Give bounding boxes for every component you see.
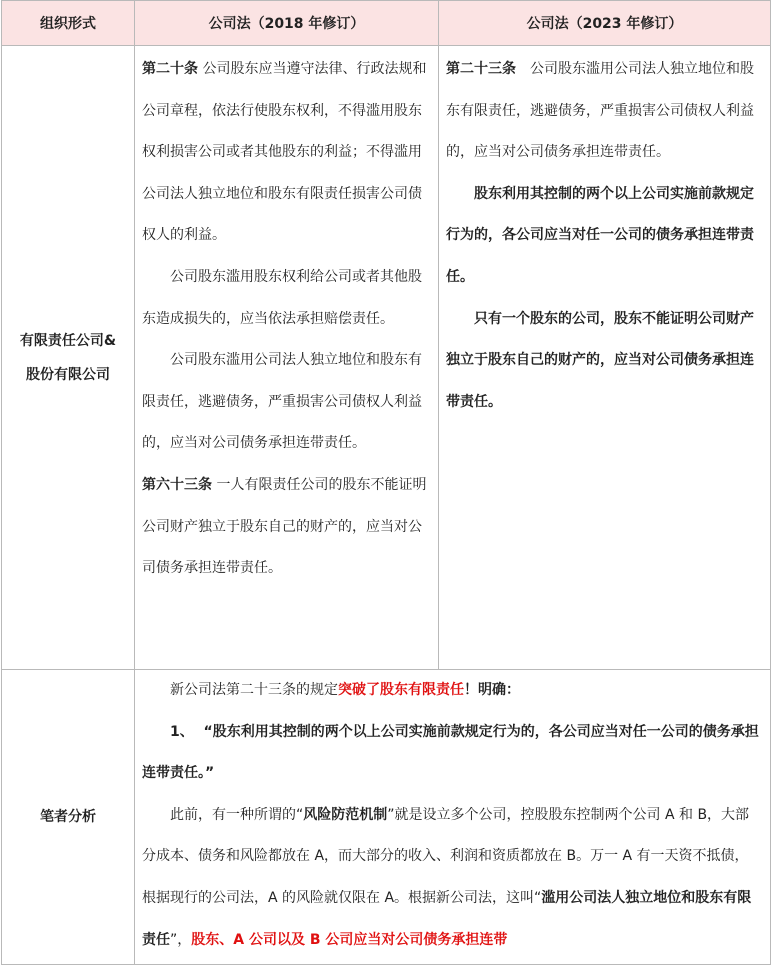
analysis-label: 笔者分析 bbox=[2, 670, 135, 965]
header-law-2023: 公司法（2023 年修订） bbox=[439, 1, 771, 46]
analysis-para-highlight: 股东、A 公司以及 B 公司应当对公司债务承担连带 bbox=[191, 931, 508, 948]
header-org-form: 组织形式 bbox=[2, 1, 135, 46]
org-form-line1: 有限责任公司& bbox=[19, 332, 117, 349]
analysis-item1-number: 1、 bbox=[170, 723, 194, 740]
law-2018-para3: 公司股东滥用公司法人独立地位和股东有限责任，逃避债务，严重损害公司债权人利益的，应当对公司债务承担连带责任。 bbox=[142, 352, 422, 452]
article-23-title: 第二十三条 bbox=[446, 61, 516, 77]
analysis-intro-highlight: 突破了股东有限责任 bbox=[338, 682, 464, 698]
law-2018-cell bbox=[135, 46, 439, 670]
article-20-text: 公司股东应当遵守法律、行政法规和公司章程，依法行使股东权利，不得滥用股东权利损害公司或者其他股东的利益；不得滥用公司法人独立地位和股东有限责任损害公司债权人的利益。 bbox=[142, 61, 427, 244]
article-63-title: 第六十三条 bbox=[142, 476, 212, 493]
header-law-2018: 公司法（2018 年修订） bbox=[135, 1, 439, 46]
analysis-para bbox=[142, 795, 762, 961]
analysis-item1-text: “股东利用其控制的两个以上公司实施前款规定行为的，各公司应当对任一公司的债务承担连带责任。” bbox=[142, 723, 759, 782]
table-row-company-types bbox=[2, 46, 771, 670]
law-comparison-table bbox=[1, 0, 771, 965]
law-2018-para1 bbox=[142, 49, 432, 257]
analysis-para-bold1: 风险防范机制 bbox=[303, 806, 388, 823]
org-form-line2: 股份有限公司 bbox=[26, 366, 110, 383]
article-63-text: 一人有限责任公司的股东不能证明公司财产独立于股东自己的财产的，应当对公司债务承担连带责任。 bbox=[142, 476, 427, 577]
analysis-para-text-a: 此前，有一种所谓的“ bbox=[170, 806, 304, 823]
law-2023-cell bbox=[439, 46, 771, 670]
analysis-para-text-b: ”就是设立多个公司，控股股东控制两个公司 A 和 B，大部分成本、债务和风险都放在 A，而大部分的收入、利润和资质都放在 B。万一 A 有一天资不抵债，根据现行的公司法，A 的风险就仅限在 A。根据新公司法，这叫“ bbox=[142, 806, 750, 906]
table-header-row bbox=[2, 1, 771, 46]
law-2023-para3: 只有一个股东的公司，股东不能证明公司财产独立于股东自己的财产的，应当对公司债务承担连带责任。 bbox=[446, 310, 754, 410]
law-2023-para1 bbox=[446, 49, 764, 174]
analysis-intro-text: 新公司法第二十三条的规定 bbox=[170, 682, 338, 698]
analysis-para-bold2: 滥用公司法人独立地位和股东有限责任 bbox=[142, 889, 752, 948]
analysis-item1 bbox=[142, 712, 762, 795]
table-row-analysis bbox=[2, 670, 771, 965]
law-2023-para2: 股东利用其控制的两个以上公司实施前款规定行为的，各公司应当对任一公司的债务承担连带责任。 bbox=[446, 185, 754, 285]
analysis-intro bbox=[142, 670, 762, 712]
org-form-cell bbox=[2, 46, 135, 670]
article-23-text: 公司股东滥用公司法人独立地位和股东有限责任，逃避债务，严重损害公司债权人利益的，应当对公司债务承担连带责任。 bbox=[446, 61, 754, 161]
analysis-cell bbox=[135, 670, 771, 965]
analysis-intro-end: ！明确： bbox=[464, 682, 520, 698]
law-2018-para2: 公司股东滥用股东权利给公司或者其他股东造成损失的，应当依法承担赔偿责任。 bbox=[142, 268, 422, 327]
article-20-title: 第二十条 bbox=[142, 61, 198, 77]
law-2018-para4 bbox=[142, 465, 432, 590]
analysis-para-text-c: ”， bbox=[170, 931, 192, 948]
